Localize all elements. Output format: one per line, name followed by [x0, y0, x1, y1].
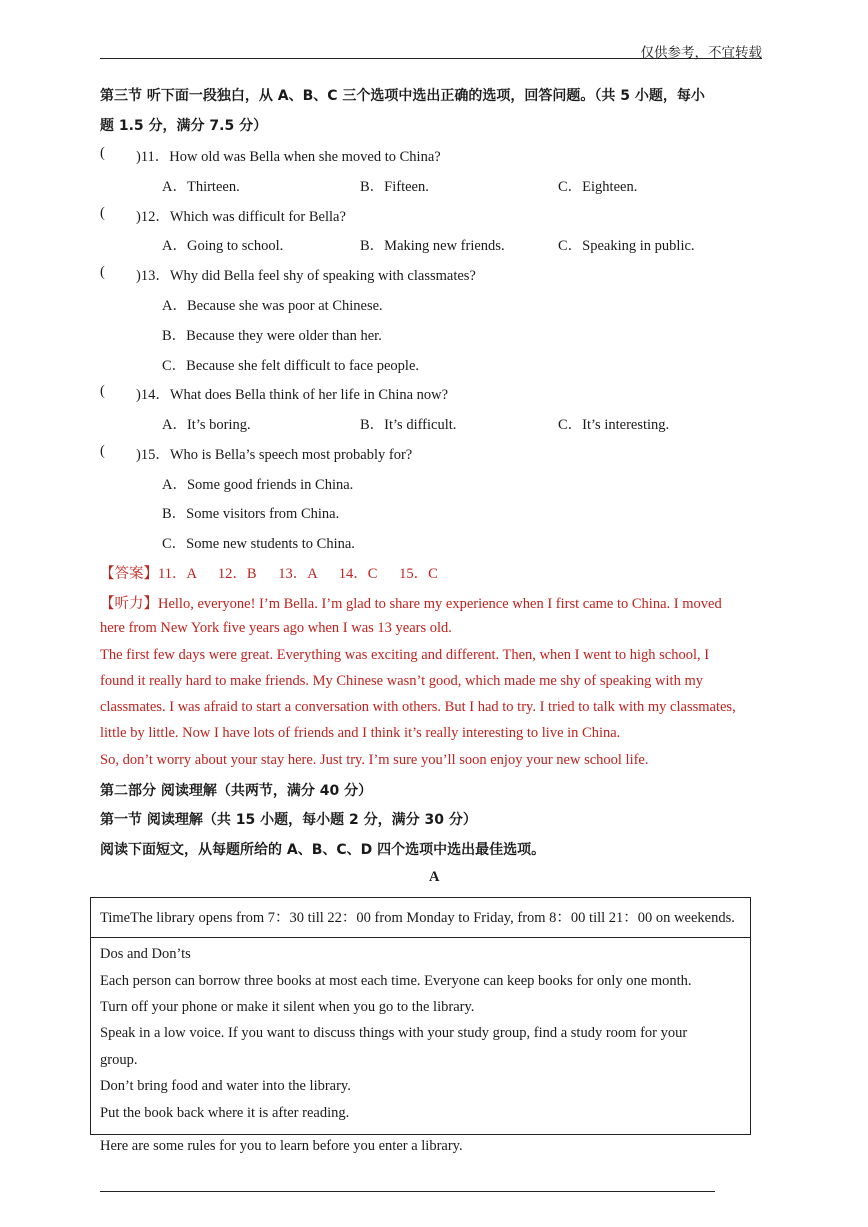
q14-option-b: B．It’s difficult.	[360, 417, 457, 433]
rule-3: Speak in a low voice. If you want to discuss things with your study group, find a study room for your	[100, 1025, 688, 1041]
q11-paren: (	[100, 145, 105, 161]
answer-tag: 【答案】	[100, 566, 158, 582]
library-time: TimeThe library opens from 7：30 till 22：00 from Monday to Friday, from 8：00 till 21：00 on weekends.	[100, 910, 735, 926]
q15-option-c: C．Some new students to China.	[162, 536, 355, 552]
passage-letter: A	[429, 869, 440, 885]
q12-option-c: C．Speaking in public.	[558, 238, 695, 254]
q14-option-c: C．It’s interesting.	[558, 417, 670, 433]
part2-instruction: 阅读下面短文，从每题所给的 A、B、C、D 四个选项中选出最佳选项。	[100, 842, 546, 858]
q15-option-b: B．Some visitors from China.	[162, 506, 340, 522]
dos-donts-title: Dos and Don’ts	[100, 946, 191, 962]
rule-4: Don’t bring food and water into the library.	[100, 1078, 351, 1094]
part2-title: 第二部分 阅读理解（共两节，满分 40 分）	[100, 783, 373, 799]
transcript-line-7: So, don’t worry about your stay here. Just try. I’m sure you’ll soon enjoy your new school life.	[100, 752, 649, 768]
q12-option-a: A．Going to school.	[162, 238, 284, 254]
section3-title: 第三节 听下面一段独白，从 A、B、C 三个选项中选出正确的选项，回答问题。（共 5 小题，每小	[100, 88, 705, 104]
q11-option-c: C．Eighteen.	[558, 179, 638, 195]
box-divider	[91, 937, 750, 938]
q12-option-b: B．Making new friends.	[360, 238, 505, 254]
library-rules-box	[90, 897, 751, 1135]
answer-values: 11．A 12．B 13．A 14．C 15．C	[158, 566, 438, 582]
rule-2: Turn off your phone or make it silent when you go to the library.	[100, 999, 475, 1015]
section3-title-cont: 题 1.5 分，满分 7.5 分）	[100, 118, 268, 134]
transcript-line-4: found it really hard to make friends. My Chinese wasn’t good, which made me shy of speaking with my	[100, 673, 703, 689]
q14-paren: (	[100, 383, 105, 399]
header-rule	[100, 58, 762, 59]
part2-section1-title: 第一节 阅读理解（共 15 小题，每小题 2 分，满分 30 分）	[100, 812, 477, 828]
q12-paren: (	[100, 205, 105, 221]
q15-option-a: A．Some good friends in China.	[162, 477, 354, 493]
transcript-tag: 【听力】	[100, 596, 158, 612]
transcript-line-1	[100, 592, 722, 613]
q13-option-b: B．Because they were older than her.	[162, 328, 382, 344]
q11-text: )11．How old was Bella when she moved to China?	[136, 149, 441, 165]
q11-option-a: A．Thirteen.	[162, 179, 240, 195]
rule-5: Put the book back where it is after reading.	[100, 1105, 350, 1121]
q14-text: )14．What does Bella think of her life in China now?	[136, 387, 449, 403]
transcript-line-5: classmates. I was afraid to start a conversation with others. But I had to try. I tried to talk with my classmates,	[100, 699, 736, 715]
transcript-line-3: The first few days were great. Everything was exciting and different. Then, when I went to high school, I	[100, 647, 710, 663]
q13-option-a: A．Because she was poor at Chinese.	[162, 298, 383, 314]
q12-text: )12．Which was difficult for Bella?	[136, 209, 346, 225]
transcript-line-2: here from New York five years ago when I was 13 years old.	[100, 620, 452, 636]
answer-line	[100, 562, 438, 583]
q13-paren: (	[100, 264, 105, 280]
transcript-text-1: Hello, everyone! I’m Bella. I’m glad to share my experience when I first came to China. I moved	[158, 596, 722, 612]
q14-option-a: A．It’s boring.	[162, 417, 251, 433]
q13-text: )13．Why did Bella feel shy of speaking with classmates?	[136, 268, 476, 284]
transcript-line-6: little by little. Now I have lots of friends and I think it’s really interesting to live in China.	[100, 725, 621, 741]
rule-1: Each person can borrow three books at most each time. Everyone can keep books for only one month.	[100, 973, 692, 989]
q15-text: )15．Who is Bella’s speech most probably for?	[136, 447, 413, 463]
library-intro-line: Here are some rules for you to learn before you enter a library.	[100, 1138, 463, 1154]
header-note: 仅供参考，不宜转载	[640, 45, 762, 61]
rule-3-cont: group.	[100, 1052, 138, 1068]
q15-paren: (	[100, 443, 105, 459]
footer-rule	[100, 1191, 715, 1192]
q11-option-b: B．Fifteen.	[360, 179, 429, 195]
q13-option-c: C．Because she felt difficult to face people.	[162, 358, 420, 374]
